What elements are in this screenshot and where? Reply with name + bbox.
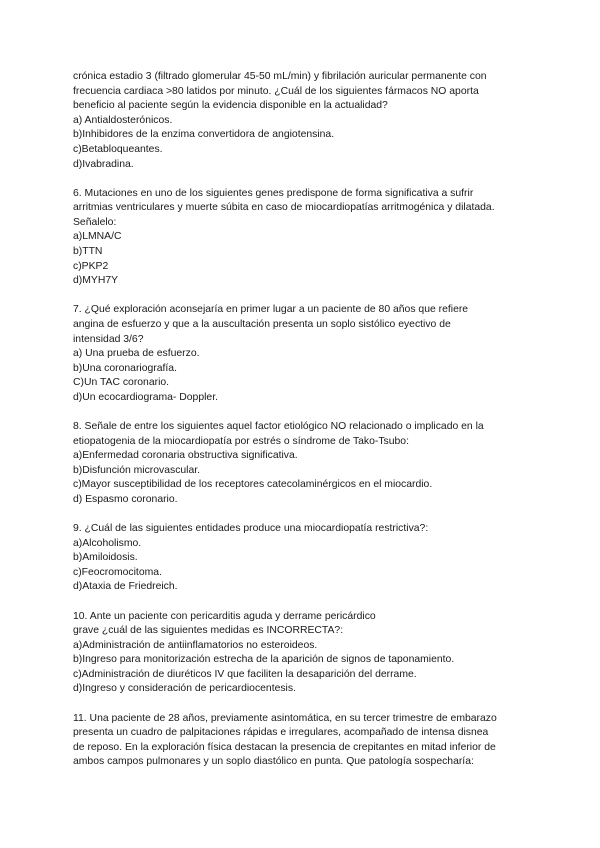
text-line: b)Una coronariografía. (73, 362, 177, 374)
text-line: a) Una prueba de esfuerzo. (73, 348, 200, 360)
text-line: a)Administración de antiinflamatorios no esteroideos. (73, 639, 318, 651)
question-text-line: 7. ¿Qué exploración aconsejaría en primer lugar a un paciente de 80 años que refiere (73, 304, 469, 316)
text-line: d)Ataxia de Friedreich. (73, 581, 178, 593)
text-line: b)Ingreso para monitorización estrecha de la aparición de signos de taponamiento. (73, 654, 455, 666)
text-line: c)Feocromocitoma. (73, 566, 162, 578)
question-text-line: crónica estadio 3 (filtrado glomerular 45-50 mL/min) y fibrilación auricular permanente con (73, 71, 487, 82)
text-line: b)Disfunción microvascular. (73, 464, 201, 476)
question-block-q9 (73, 522, 540, 595)
text-line: d)Ivabradina. (73, 158, 134, 170)
question-text-line: 11. Una paciente de 28 años, previamente asintomática, en su tercer trimestre de embarazo (73, 712, 497, 724)
question-block-q5-continuation (73, 70, 540, 172)
text-line: intensidad 3/6? (73, 333, 144, 345)
text-line: arritmias ventriculares y muerte súbita en caso de miocardiopatías arritmogénica y dilatada. (73, 202, 495, 214)
text-line: frecuencia cardiaca >80 latidos por minuto. ¿Cuál de los siguientes fármacos NO aporta (73, 85, 479, 97)
text-line: c)PKP2 (73, 260, 109, 272)
text-line: d)Un ecocardiograma- Doppler. (73, 391, 218, 403)
text-line: C)Un TAC coronario. (73, 377, 170, 389)
text-line: d)Ingreso y consideración de pericardiocentesis. (73, 683, 296, 695)
text-line: c)Administración de diuréticos IV que faciliten la desaparición del derrame. (73, 668, 417, 680)
question-text-line: 10. Ante un paciente con pericarditis aguda y derrame pericárdico (73, 610, 376, 622)
question-text-line: 9. ¿Cuál de las siguientes entidades produce una miocardiopatía restrictiva?: (73, 523, 429, 535)
question-text-line: 8. Señale de entre los siguientes aquel factor etiológico NO relacionado o implicado en la (73, 420, 484, 432)
text-line: a) Antialdosterónicos. (73, 114, 173, 126)
text-line: b)TTN (73, 246, 103, 258)
text-line: d) Espasmo coronario. (73, 493, 178, 505)
text-line: a)Enfermedad coronaria obstructiva significativa. (73, 450, 298, 462)
question-block-q7 (73, 303, 540, 405)
text-line: etiopatogenia de la miocardiopatía por estrés o síndrome de Tako-Tsubo: (73, 435, 409, 447)
text-line: beneficio al paciente según la evidencia disponible en la actualidad? (73, 100, 388, 112)
text-line: ambos campos pulmonares y un soplo diastólico en punta. Que patología sospecharía: (73, 756, 474, 768)
question-text-line: 6. Mutaciones en uno de los siguientes genes predispone de forma significativa a sufrir (73, 187, 474, 199)
text-line: de reposo. En la exploración física destacan la presencia de crepitantes en mitad inferior de (73, 741, 496, 753)
text-line: Señalelo: (73, 216, 117, 228)
question-block-q6 (73, 187, 540, 289)
question-block-q10 (73, 610, 540, 698)
text-line: d)MYH7Y (73, 275, 119, 287)
text-line: presenta un cuadro de palpitaciones rápidas e irregulares, acompañado de intensa disnea (73, 727, 489, 739)
text-line: a)LMNA/C (73, 231, 122, 243)
text-line: grave ¿cuál de las siguientes medidas es INCORRECTA?: (73, 625, 344, 637)
question-block-q11 (73, 712, 540, 770)
text-line: c)Mayor susceptibilidad de los receptores catecolaminérgicos en el miocardio. (73, 479, 433, 491)
text-line: angina de esfuerzo y que a la auscultación presenta un soplo sistólico eyectivo de (73, 318, 451, 330)
text-line: b)Amiloidosis. (73, 552, 138, 564)
text-line: a)Alcoholismo. (73, 537, 142, 549)
question-block-q8 (73, 420, 540, 508)
text-line: c)Betabloqueantes. (73, 143, 163, 155)
text-line: b)Inhibidores de la enzima convertidora de angiotensina. (73, 129, 335, 141)
